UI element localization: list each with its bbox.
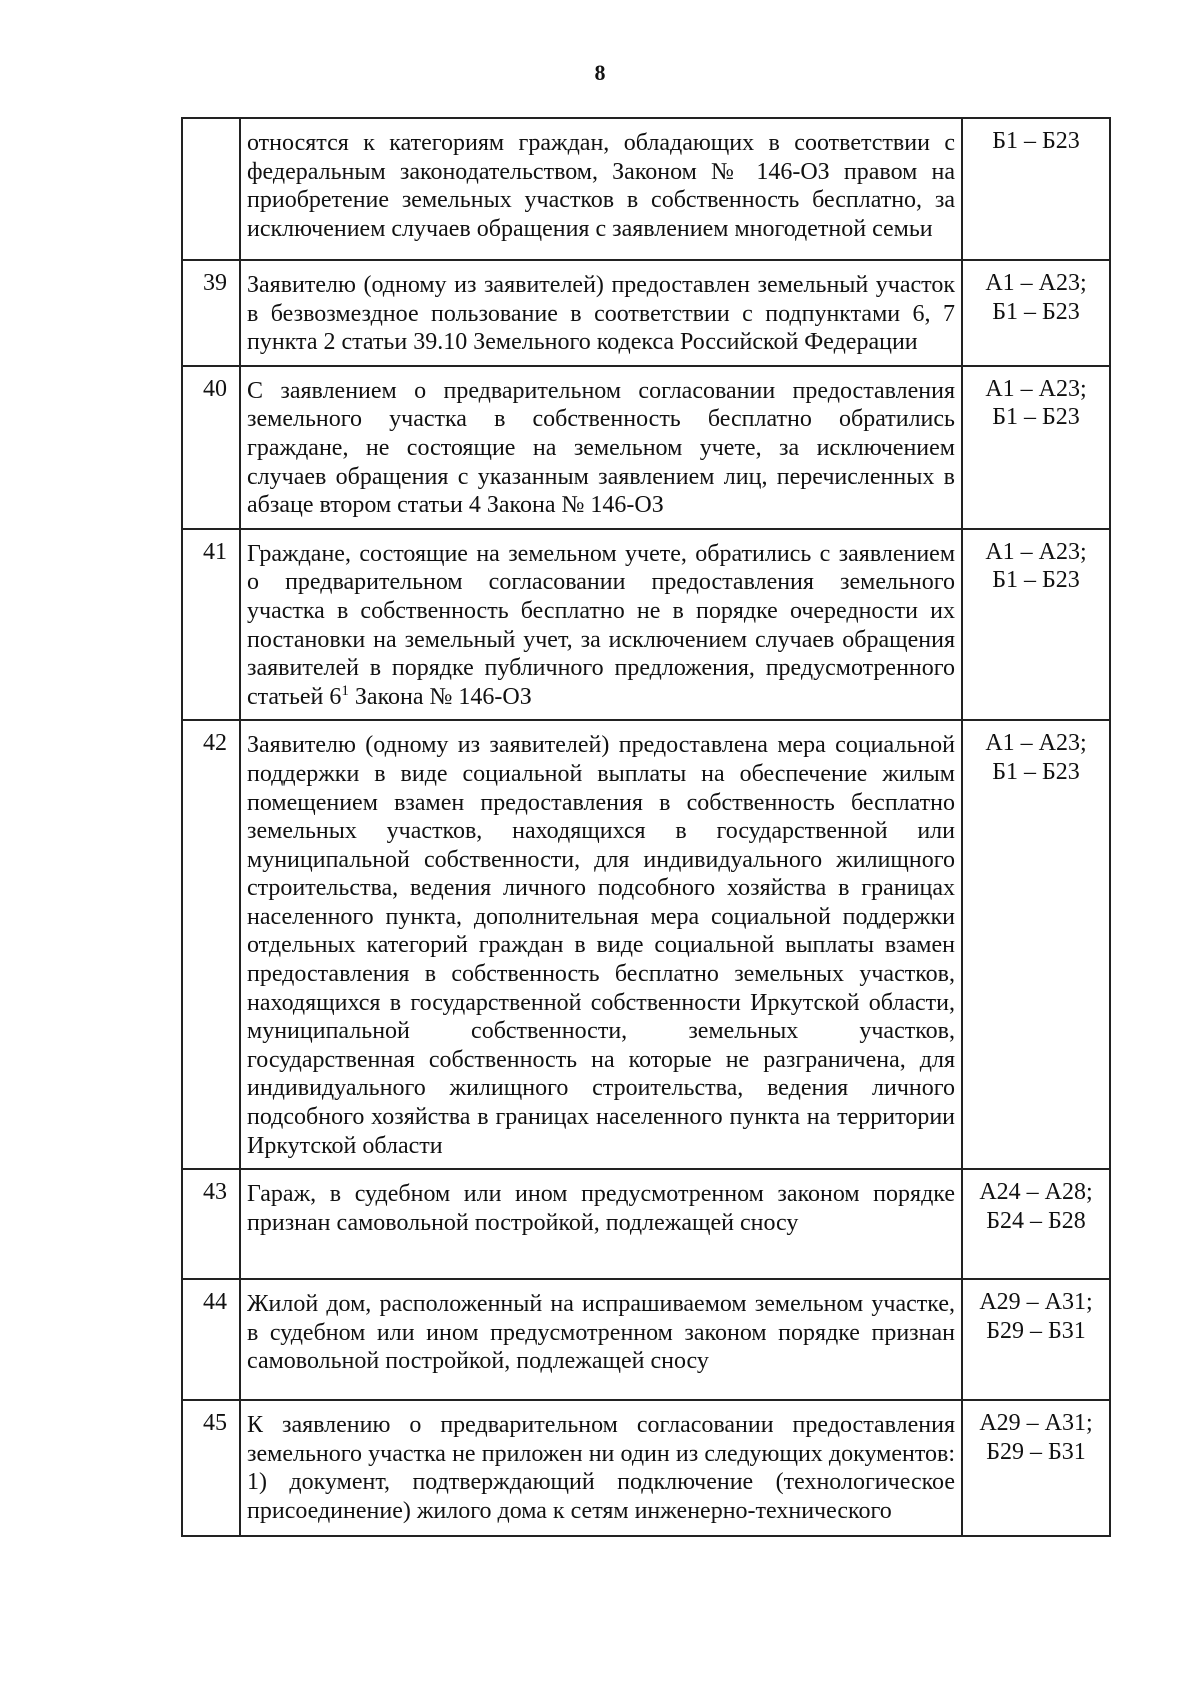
row-number: 41 [182, 529, 240, 721]
code-b: Б29 – Б31 [986, 1317, 1086, 1344]
code-a: А1 – А23; [985, 730, 1087, 757]
row-codes [962, 720, 1110, 1169]
row-number: 42 [182, 720, 240, 1169]
row-text-end: Закона № 146-ОЗ [348, 683, 532, 710]
table-row [182, 366, 1110, 529]
code-a: А1 – А23; [985, 270, 1087, 296]
row-number: 43 [182, 1169, 240, 1279]
code-b: Б24 – Б28 [986, 1207, 1086, 1234]
row-text-superscript: 1 [341, 682, 349, 699]
code-b: Б1 – Б23 [992, 404, 1080, 431]
code-a: А24 – А28; [979, 1179, 1093, 1206]
table-row [182, 1279, 1110, 1400]
row-text: Заявителю (одному из заявителей) предоставлен земельный участок в безвозмездное пользование в соответствии с подпунктами 6, 7 пункта 2 статьи 39.10 Земельного кодекса Российской Федерации [240, 260, 962, 366]
row-text: К заявлению о предварительном согласовании предоставления земельного участка не приложен ни один из следующих документов: 1) документ, подтверждающий подключение (технологическое присоединение) жилого дома к сетям инженерно-технического [240, 1400, 962, 1536]
row-number [182, 118, 240, 260]
row-codes [962, 260, 1110, 366]
code-b: Б1 – Б23 [992, 758, 1080, 785]
code-b: Б1 – Б23 [992, 298, 1080, 325]
row-number: 45 [182, 1400, 240, 1536]
row-text: Жилой дом, расположенный на испрашиваемом земельном участке, в судебном или ином предусмотренном законом порядке признан самовольной постройкой, подлежащей сносу [240, 1279, 962, 1400]
code-a: А1 – А23; [985, 375, 1087, 402]
code-a: А29 – А31; [979, 1289, 1093, 1316]
table-row [182, 1400, 1110, 1536]
code-a: А1 – А23; [985, 538, 1087, 565]
row-text: Гараж, в судебном или ином предусмотренном законом порядке признан самовольной постройкой, подлежащей сносу [240, 1169, 962, 1279]
row-text: относятся к категориям граждан, обладающих в соответствии с федеральным законодательством, Законом № 146-ОЗ правом на приобретение земельных участков в собственность бесплатно, за исключением случаев обращения с заявлением многодетной семьи [240, 118, 962, 260]
row-text: С заявлением о предварительном согласовании предоставления земельного участка в собственность бесплатно обратились граждане, не состоящие на земельном учете, за исключением случаев обращения с указанным заявлением лиц, перечисленных в абзаце втором статьи 4 Закона № 146-ОЗ [240, 366, 962, 529]
page-number: 8 [594, 60, 606, 85]
table-row [182, 118, 1110, 260]
table-row [182, 720, 1110, 1169]
row-codes [962, 529, 1110, 721]
code-a: А29 – А31; [979, 1410, 1093, 1437]
document-table [181, 117, 1111, 1537]
table-row [182, 1169, 1110, 1279]
code-b: Б29 – Б31 [986, 1438, 1086, 1465]
row-codes [962, 1169, 1110, 1279]
code-a: Б1 – Б23 [992, 128, 1080, 154]
row-number: 39 [182, 260, 240, 366]
row-text [240, 529, 962, 721]
table-row [182, 260, 1110, 366]
row-codes [962, 366, 1110, 529]
row-text: Заявителю (одному из заявителей) предоставлена мера социальной поддержки в виде социальной выплаты на обеспечение жилым помещением взамен предоставления в собственность бесплатно земельных участков, находящихся в государственной или муниципальной собственности, для индивидуального жилищного строительства, ведения личного подсобного хозяйства в границах населенного пункта, дополнительная мера социальной поддержки отдельных категорий граждан в виде социальной выплаты взамен предоставления в собственность бесплатно земельных участков, находящихся в государственной собственности Иркутской области, муниципальной собственности, земельных участков, государственная собственность на которые не разграничена, для индивидуального жилищного строительства, ведения личного подсобного хозяйства в границах населенного пункта на территории Иркутской области [240, 720, 962, 1169]
row-codes [962, 118, 1110, 260]
code-b: Б1 – Б23 [992, 567, 1080, 594]
row-text-main: Граждане, состоящие на земельном учете, обратились с заявлением о предварительном согласовании предоставления земельного участка в собственность бесплатно не в порядке очередности их постановки на земельный учет, за исключением случаев обращения заявителей в порядке публичного предложения, предусмотренного статьей 6 [247, 540, 955, 710]
row-codes [962, 1400, 1110, 1536]
row-number: 44 [182, 1279, 240, 1400]
row-codes [962, 1279, 1110, 1400]
table-row [182, 529, 1110, 721]
row-number: 40 [182, 366, 240, 529]
